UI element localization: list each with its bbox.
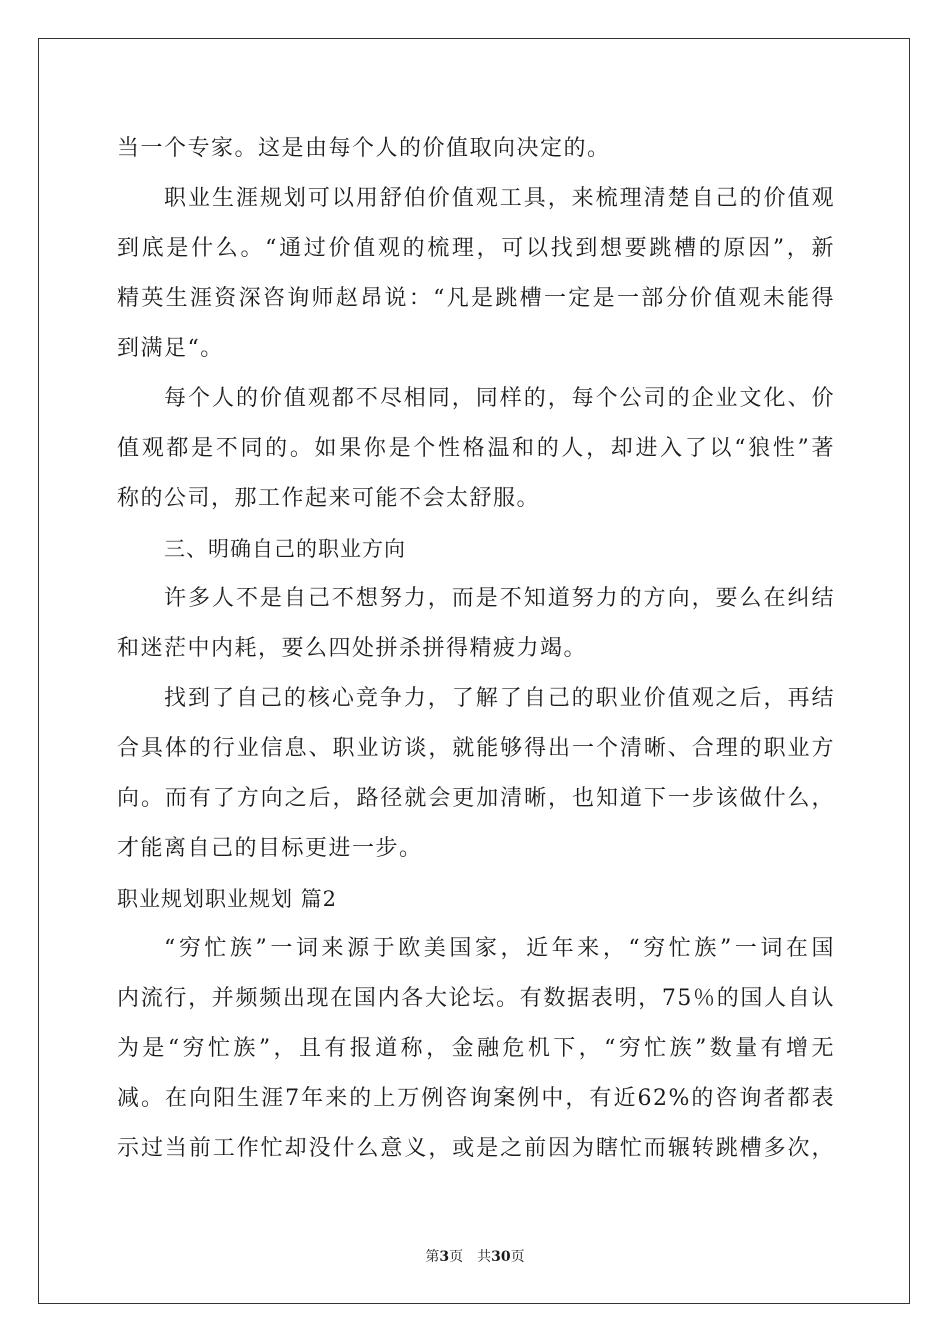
text-line: 减。在向阳生涯7年来的上万例咨询案例中，有近62%的咨询者都表 — [117, 1086, 835, 1111]
total-page-number: 30 — [491, 1249, 511, 1265]
paragraph — [117, 574, 835, 674]
text-line: 职业生涯规划可以用舒伯价值观工具，来梳理清楚自己的价值观 — [164, 186, 835, 211]
text-line: 找到了自己的核心竞争力，了解了自己的职业价值观之后，再结 — [164, 686, 835, 711]
total-prefix: 共 — [477, 1249, 492, 1265]
text-line: 和迷茫中内耗，要么四处拼杀拼得精疲力竭。 — [117, 636, 588, 661]
text-line: 称的公司，那工作起来可能不会太舒服。 — [117, 486, 541, 511]
total-unit: 页 — [510, 1249, 525, 1265]
paragraph — [117, 374, 835, 524]
section-heading — [117, 874, 835, 924]
paragraph — [117, 924, 835, 1174]
text-line: 为是“穷忙族”，且有报道称，金融危机下，“穷忙族”数量有增无 — [117, 1036, 835, 1061]
document-body — [117, 124, 835, 1174]
text-line: 合具体的行业信息、职业访谈，就能够得出一个清晰、合理的职业方 — [117, 736, 835, 761]
page-footer — [0, 1246, 950, 1266]
text-line: “穷忙族”一词来源于欧美国家，近年来，“穷忙族”一词在国 — [164, 936, 835, 961]
text-line: 示过当前工作忙却没什么意义，或是之前因为瞎忙而辗转跳槽多次， — [117, 1136, 835, 1161]
text-line: 到底是什么。“通过价值观的梳理，可以找到想要跳槽的原因”，新 — [117, 236, 835, 261]
text-line: 精英生涯资深咨询师赵昂说：“凡是跳槽一定是一部分价值观未能得 — [117, 286, 835, 311]
text-line: 到满足“。 — [117, 336, 224, 361]
page-prefix: 第 — [425, 1249, 440, 1265]
section-heading — [117, 524, 835, 574]
heading-text: 三、明确自己的职业方向 — [164, 537, 406, 561]
paragraph — [117, 174, 835, 374]
text-line: 向。而有了方向之后，路径就会更加清晰，也知道下一步该做什么， — [117, 786, 835, 811]
text-line: 许多人不是自己不想努力，而是不知道努力的方向，要么在纠结 — [164, 586, 835, 611]
current-page-number: 3 — [439, 1249, 450, 1265]
text-line: 内流行，并频频出现在国内各大论坛。有数据表明，75％的国人自认 — [117, 986, 835, 1011]
text-line: 当一个专家。这是由每个人的价值取向决定的。 — [117, 136, 611, 161]
paragraph — [117, 674, 835, 874]
heading-text: 职业规划职业规划 篇2 — [117, 887, 338, 911]
text-line: 值观都是不同的。如果你是个性格温和的人，却进入了以“狼性”著 — [117, 436, 835, 461]
text-line: 每个人的价值观都不尽相同，同样的，每个公司的企业文化、价 — [164, 386, 835, 411]
page-unit: 页 — [449, 1249, 464, 1265]
paragraph — [117, 124, 835, 174]
text-line: 才能离自己的目标更进一步。 — [117, 836, 423, 861]
